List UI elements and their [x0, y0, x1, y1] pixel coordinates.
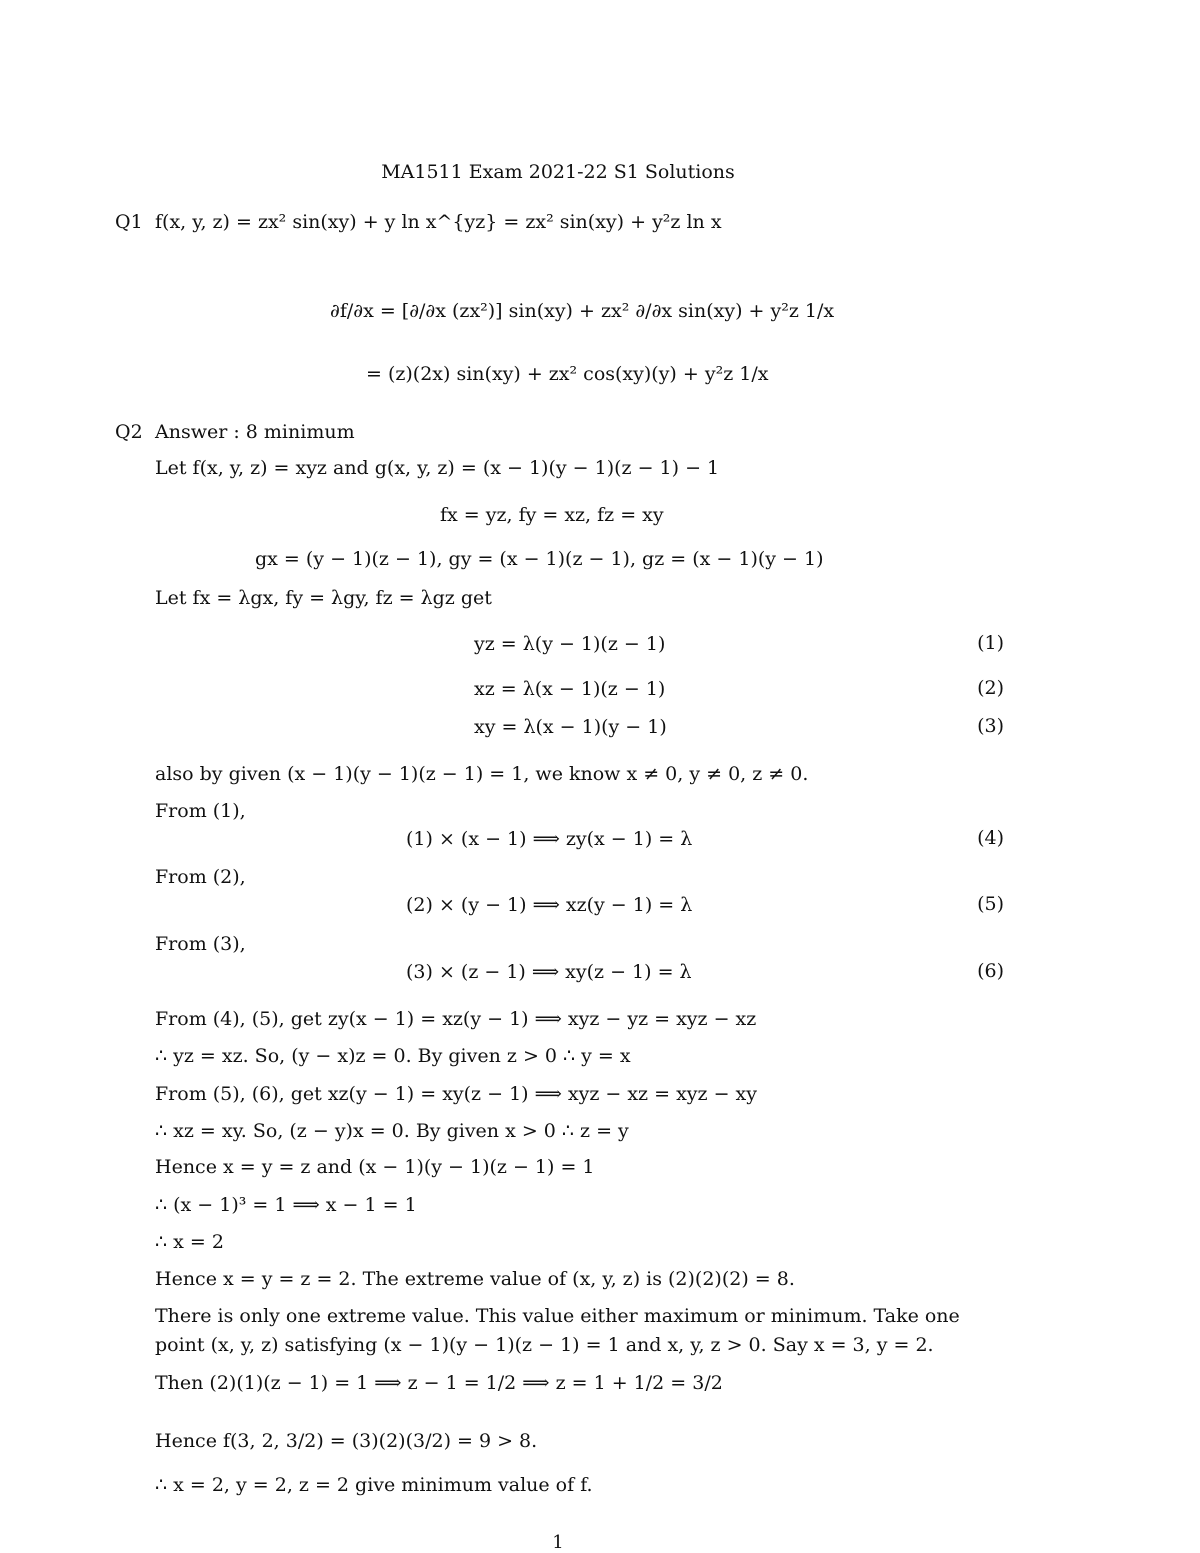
equation-5: (2) × (y − 1) ⟹ xz(y − 1) = λ — [406, 894, 693, 916]
page-title: MA1511 Exam 2021-22 S1 Solutions — [381, 161, 735, 183]
q2-from-1: From (1), — [155, 800, 246, 822]
q2-therefore-1: ∴ yz = xz. So, (y − x)z = 0. By given z > 0 ∴ y = x — [155, 1045, 631, 1067]
q2-then-line: Then (2)(1)(z − 1) = 1 ⟹ z − 1 = 1/2 ⟹ z = 1 + 1/2 = 3/2 — [155, 1372, 723, 1394]
q2-label: Q2 — [115, 421, 143, 443]
q2-conclusion: ∴ x = 2, y = 2, z = 2 give minimum value of f. — [155, 1474, 593, 1496]
equation-6: (3) × (z − 1) ⟹ xy(z − 1) = λ — [406, 961, 692, 983]
equation-5-number: (5) — [977, 893, 1004, 915]
equation-3-number: (3) — [977, 715, 1004, 737]
equation-6-number: (6) — [977, 960, 1004, 982]
q2-hence-2: Hence x = y = z = 2. The extreme value of (x, y, z) is (2)(2)(2) = 8. — [155, 1268, 795, 1290]
q1-function-line: f(x, y, z) = zx² sin(xy) + y ln x^{yz} = zx² sin(xy) + y²z ln x — [155, 211, 722, 233]
q2-hence-3: Hence f(3, 2, 3/2) = (3)(2)(3/2) = 9 > 8. — [155, 1430, 538, 1452]
q2-therefore-3: ∴ (x − 1)³ = 1 ⟹ x − 1 = 1 — [155, 1194, 417, 1216]
q2-f-partials: fx = yz, fy = xz, fz = xy — [440, 504, 664, 526]
q2-therefore-4: ∴ x = 2 — [155, 1231, 224, 1253]
equation-1: yz = λ(y − 1)(z − 1) — [474, 633, 666, 655]
q2-lagrange-line: Let fx = λgx, fy = λgy, fz = λgz get — [155, 587, 492, 609]
q2-g-partials: gx = (y − 1)(z − 1), gy = (x − 1)(z − 1), gz = (x − 1)(y − 1) — [255, 548, 824, 570]
equation-2-number: (2) — [977, 677, 1004, 699]
equation-4-number: (4) — [977, 827, 1004, 849]
q2-from-2: From (2), — [155, 866, 246, 888]
q1-derivative-line-1: ∂f/∂x = [∂/∂x (zx²)] sin(xy) + zx² ∂/∂x sin(xy) + y²z 1/x — [330, 300, 835, 322]
equation-4: (1) × (x − 1) ⟹ zy(x − 1) = λ — [406, 828, 693, 850]
q1-label: Q1 — [115, 211, 143, 233]
equation-2: xz = λ(x − 1)(z − 1) — [474, 678, 666, 700]
q2-therefore-2: ∴ xz = xy. So, (z − y)x = 0. By given x > 0 ∴ z = y — [155, 1120, 629, 1142]
page-number: 1 — [552, 1532, 564, 1553]
q2-from-5-6: From (5), (6), get xz(y − 1) = xy(z − 1) ⟹ xyz − xz = xyz − xy — [155, 1083, 757, 1105]
q2-from-4-5: From (4), (5), get zy(x − 1) = xz(y − 1) ⟹ xyz − yz = xyz − xz — [155, 1008, 757, 1030]
q2-also-line: also by given (x − 1)(y − 1)(z − 1) = 1, we know x ≠ 0, y ≠ 0, z ≠ 0. — [155, 763, 809, 785]
q2-from-3: From (3), — [155, 933, 246, 955]
q2-let-line: Let f(x, y, z) = xyz and g(x, y, z) = (x − 1)(y − 1)(z − 1) − 1 — [155, 457, 720, 479]
q2-paragraph-line-1: There is only one extreme value. This value either maximum or minimum. Take one — [155, 1305, 960, 1327]
equation-1-number: (1) — [977, 632, 1004, 654]
q2-hence-1: Hence x = y = z and (x − 1)(y − 1)(z − 1) = 1 — [155, 1156, 595, 1178]
q1-derivative-line-2: = (z)(2x) sin(xy) + zx² cos(xy)(y) + y²z 1/x — [366, 363, 769, 385]
q2-paragraph-line-2: point (x, y, z) satisfying (x − 1)(y − 1)(z − 1) = 1 and x, y, z > 0. Say x = 3, y = 2. — [155, 1334, 934, 1356]
equation-3: xy = λ(x − 1)(y − 1) — [474, 716, 667, 738]
q2-answer: Answer : 8 minimum — [155, 421, 355, 443]
